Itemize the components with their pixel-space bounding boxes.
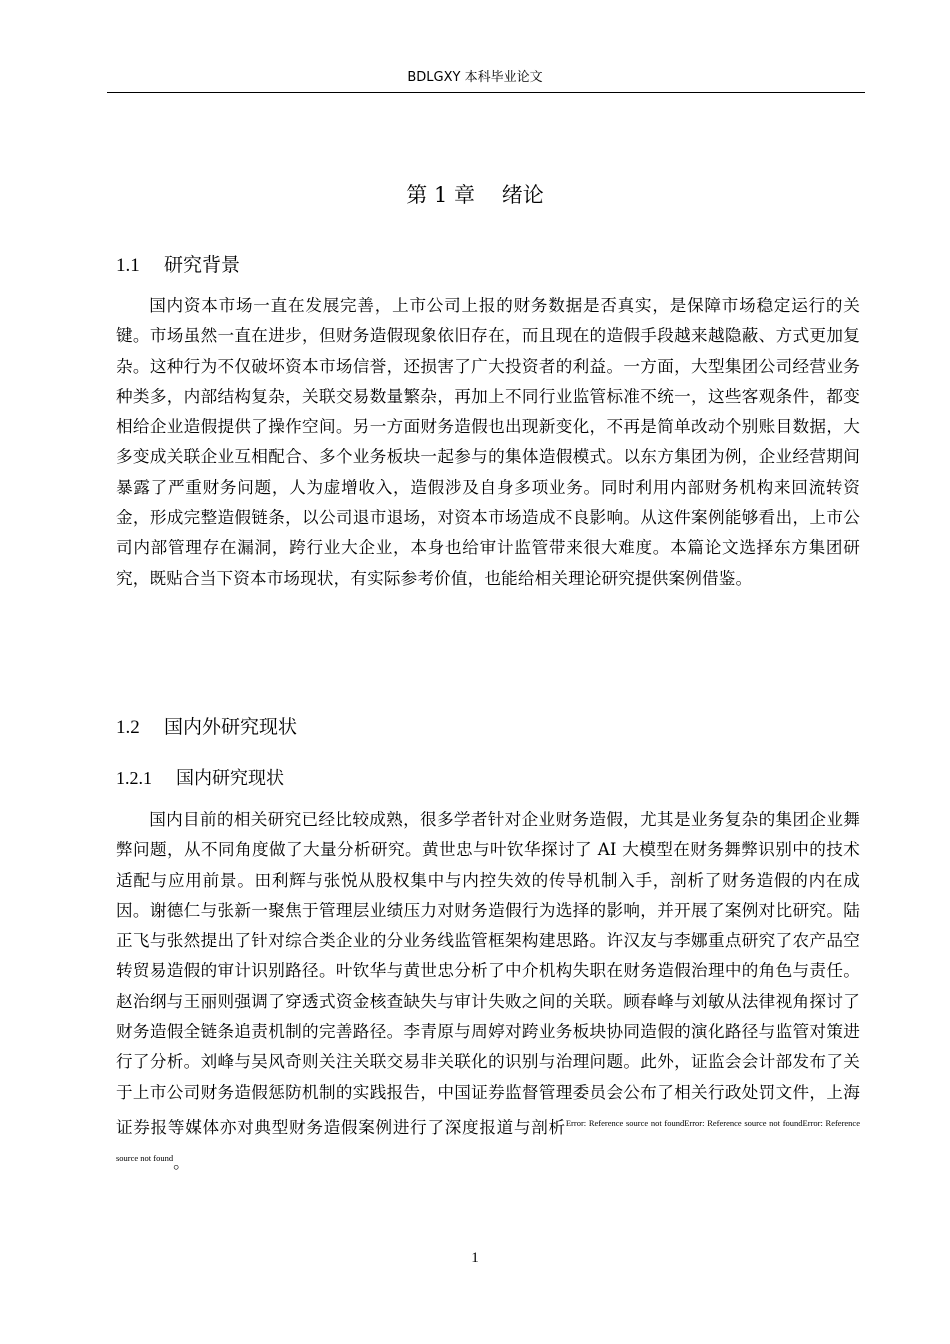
section-heading-1-2 [116, 714, 297, 741]
page-number: 1 [471, 1250, 479, 1266]
section-title: 国内外研究现状 [164, 716, 298, 738]
subsection-number: 1.2.1 [116, 768, 152, 788]
reference-error-citation: Error: Reference source not foundError: Reference source not foundError: Reference source not found [116, 1117, 860, 1164]
section-number: 1.1 [116, 255, 140, 276]
paragraph-domestic-research [116, 805, 860, 1179]
chapter-gap [475, 183, 502, 207]
subsection-title: 国内研究现状 [176, 768, 284, 789]
chapter-name: 绪论 [501, 183, 544, 207]
section-heading-1-1 [116, 252, 240, 279]
paragraph-research-background: 国内资本市场一直在发展完善，上市公司上报的财务数据是否真实，是保障市场稳定运行的关键。市场虽然一直在进步，但财务造假现象依旧存在，而且现在的造假手段越来越隐蔽、方式更加复杂。这种行为不仅破坏资本市场信誉，还损害了广大投资者的利益。一方面，大型集团公司经营业务种类多，内部结构复杂，关联交易数量繁杂，再加上不同行业监管标准不统一，这些客观条件，都变相给企业造假提供了操作空间。另一方面财务造假也出现新变化，不再是简单改动个别账目数据，大多变成关联企业互相配合、多个业务板块一起参与的集体造假模式。以东方集团为例，企业经营期间暴露了严重财务问题，人为虚增收入，造假涉及自身多项业务。同时利用内部财务机构来回流转资金，形成完整造假链条，以公司退市退场，对资本市场造成不良影响。从这件案例能够看出，上市公司内部管理存在漏洞，跨行业大企业，本身也给审计监管带来很大难度。本篇论文选择东方集团研究，既贴合当下资本市场现状，有实际参考价值，也能给相关理论研究提供案例借鉴。 [116, 296, 860, 588]
chapter-title [0, 180, 950, 210]
header-rule [107, 92, 865, 93]
section-title: 研究背景 [164, 254, 241, 276]
paragraph-text: 国内目前的相关研究已经比较成熟，很多学者针对企业财务造假，尤其是业务复杂的集团企业舞弊问题，从不同角度做了大量分析研究。黄世忠与叶钦华探讨了 AI 大模型在财务舞弊识别中的技术适配与应用前景。田利辉与张悦从股权集中与内控失效的传导机制入手，剖析了财务造假的内在成因。谢德仁与张新一聚焦于管理层业绩压力对财务造假行为选择的影响，并开展了案例对比研究。陆正飞与张然提出了针对综合类企业的分业务线监管框架构建思路。许汉友与李娜重点研究了农产品空转贸易造假的审计识别路径。叶钦华与黄世忠分析了中介机构失职在财务造假治理中的角色与责任。赵治纲与王丽则强调了穿透式资金核查缺失与审计失败之间的关联。顾春峰与刘敏从法律视角探讨了财务造假全链条追责机制的完善路径。李青原与周婷对跨业务板块协同造假的演化路径与监管对策进行了分析。刘峰与吴风奇则关注关联交易非关联化的识别与治理问题。此外，证监会会计部发布了关于上市公司财务造假惩防机制的实践报告，中国证券监督管理委员会公布了相关行政处罚文件，上海证券报等媒体亦对典型财务造假案例进行了深度报道与剖析 [116, 810, 860, 1137]
subsection-heading-1-2-1 [116, 765, 284, 792]
chapter-number: 第 1 章 [406, 183, 475, 207]
closing-punctuation: 。 [173, 1153, 190, 1173]
running-header: BDLGXY 本科毕业论文 [407, 70, 543, 85]
section-number: 1.2 [116, 717, 140, 738]
